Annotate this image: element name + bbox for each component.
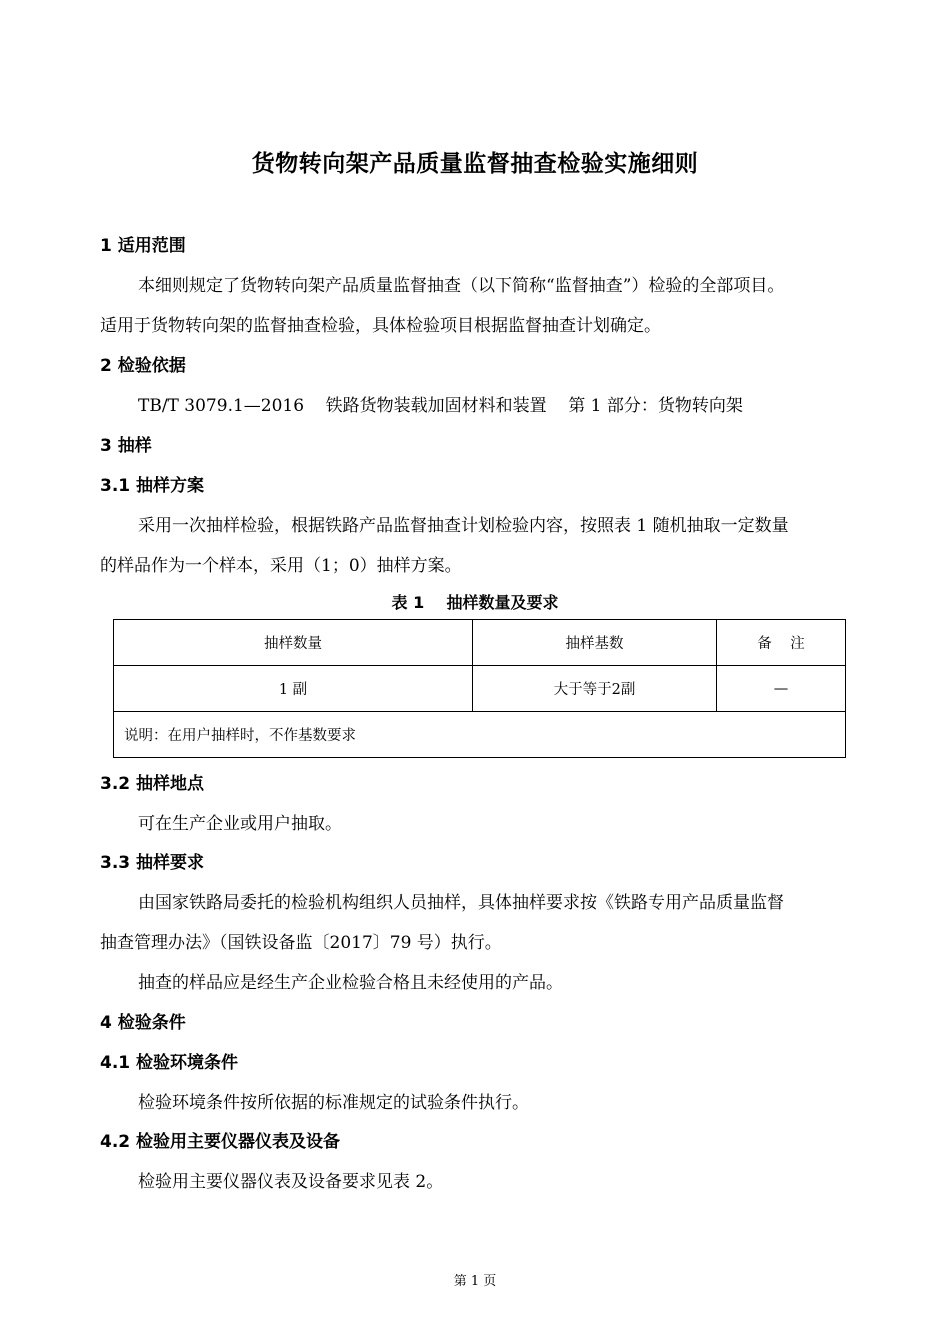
table-note-row (114, 712, 846, 758)
table-note: 说明：在用户抽样时，不作基数要求 (114, 712, 846, 758)
section-4-heading: 4 检验条件 (100, 1013, 186, 1033)
table-cell: 大于等于2副 (473, 666, 717, 712)
table-header-cell: 抽样数量 (114, 620, 473, 666)
section-3-3-para-line-2: 抽查管理办法》（国铁设备监〔2017〕79 号）执行。 (100, 933, 502, 953)
page-number: 第 1 页 (453, 1274, 497, 1289)
table-1-caption: 表 1 抽样数量及要求 (391, 593, 559, 612)
table-row (114, 666, 846, 712)
section-3-2-para: 可在生产企业或用户抽取。 (138, 814, 342, 834)
section-4-1-para: 检验环境条件按所依据的标准规定的试验条件执行。 (138, 1093, 529, 1113)
section-4-2-para: 检验用主要仪器仪表及设备要求见表 2。 (138, 1172, 444, 1192)
section-4-2-heading: 4.2 检验用主要仪器仪表及设备 (100, 1132, 341, 1152)
section-1-heading: 1 适用范围 (100, 236, 186, 256)
table-header-cell: 备 注 (717, 620, 846, 666)
section-3-3-heading: 3.3 抽样要求 (100, 853, 205, 873)
section-3-3-para-2: 抽查的样品应是经生产企业检验合格且未经使用的产品。 (138, 973, 563, 993)
document-title: 货物转向架产品质量监督抽查检验实施细则 (251, 151, 699, 177)
section-3-1-para-line-2: 的样品作为一个样本，采用（1；0）抽样方案。 (100, 556, 462, 576)
section-3-1-para-line-1: 采用一次抽样检验，根据铁路产品监督抽查计划检验内容，按照表 1 随机抽取一定数量 (138, 516, 789, 536)
section-1-para-line-2: 适用于货物转向架的监督抽查检验，具体检验项目根据监督抽查计划确定。 (100, 316, 661, 336)
section-4-1-heading: 4.1 检验环境条件 (100, 1053, 239, 1073)
section-3-2-heading: 3.2 抽样地点 (100, 774, 205, 794)
section-2-standard-ref: TB/T 3079.1—2016 铁路货物装载加固材料和装置 第 1 部分：货物转向架 (138, 396, 743, 416)
section-3-1-heading: 3.1 抽样方案 (100, 476, 205, 496)
table-cell: — (717, 666, 846, 712)
table-header-cell: 抽样基数 (473, 620, 717, 666)
table-cell: 1 副 (114, 666, 473, 712)
sampling-table (113, 619, 846, 758)
section-3-heading: 3 抽样 (100, 436, 152, 456)
section-2-heading: 2 检验依据 (100, 356, 186, 376)
table-header-row (114, 620, 846, 666)
section-3-3-para-line-1: 由国家铁路局委托的检验机构组织人员抽样，具体抽样要求按《铁路专用产品质量监督 (138, 893, 784, 913)
section-1-para-line-1: 本细则规定了货物转向架产品质量监督抽查（以下简称“监督抽查”）检验的全部项目。 (138, 276, 785, 296)
